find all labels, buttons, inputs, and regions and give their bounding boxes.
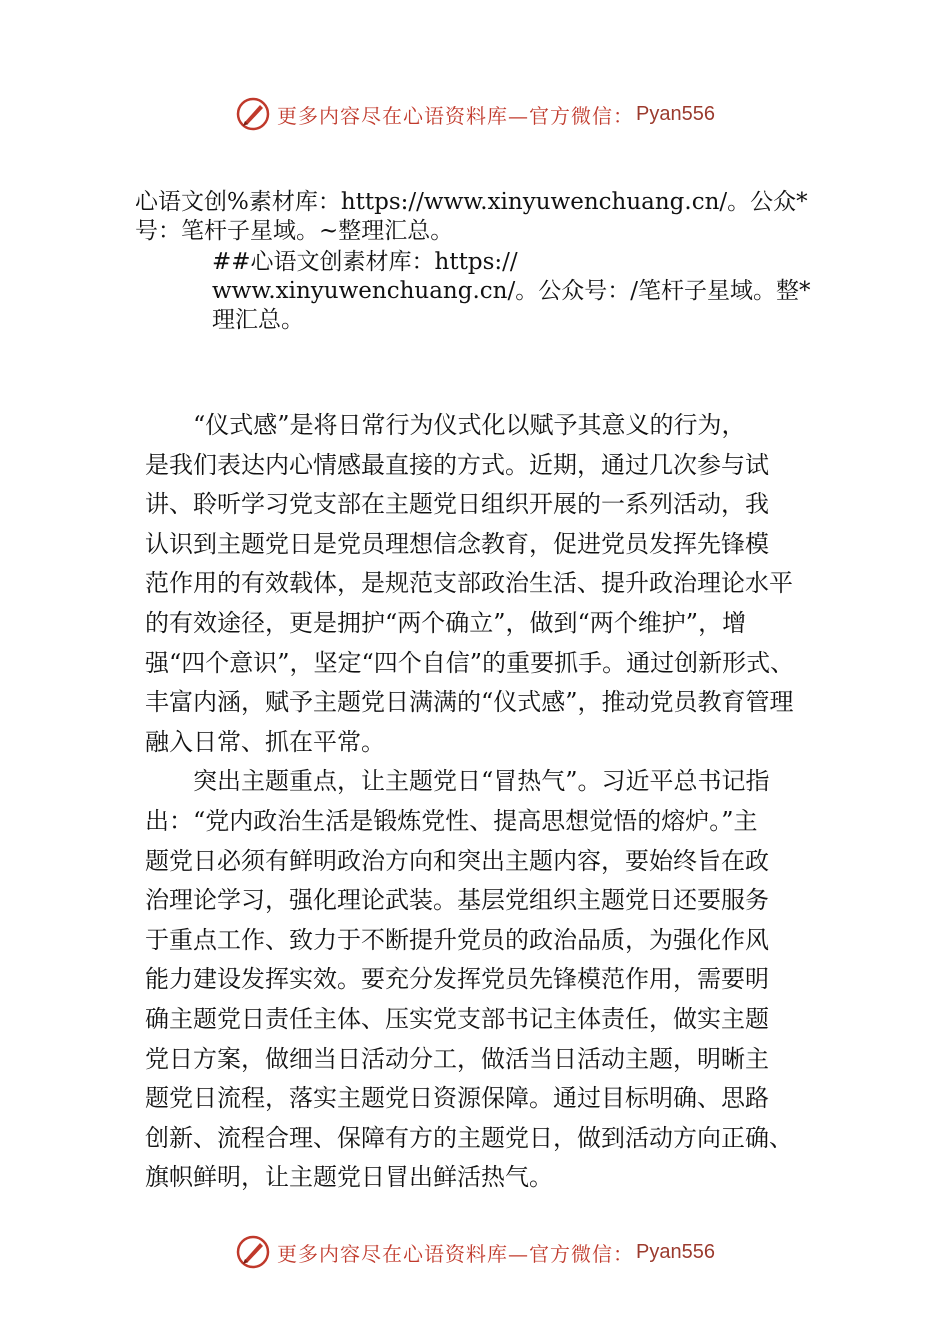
paragraph-2 <box>145 762 845 1198</box>
text-line: 于重点工作、致力于不断提升党员的政治品质，为强化作风 <box>145 925 769 954</box>
source-note-line: www.xinyuwenchuang.cn/。公众号：/笔杆子星域。整* <box>212 278 811 304</box>
text-line: 丰富内涵，赋予主题党日满满的“仪式感”，推动党员教育管理 <box>145 688 794 717</box>
text-line: 突出主题重点，让主题党日“冒热气”。习近平总书记指 <box>145 767 770 796</box>
banner-text: 更多内容尽在心语资料库—官方微信： <box>277 103 635 128</box>
text-line: 是我们表达内心情感最直接的方式。近期，通过几次参与试 <box>145 450 769 479</box>
text-line: “仪式感”是将日常行为仪式化以赋予其意义的行为， <box>145 411 746 439</box>
text-line: 治理论学习，强化理论武装。基层党组织主题党日还要服务 <box>145 886 769 915</box>
article-body <box>145 406 845 1198</box>
text-line: 讲、聆听学习党支部在主题党日组织开展的一系列活动，我 <box>145 490 769 519</box>
text-line: 认识到主题党日是党员理想信念教育，促进党员发挥先锋模 <box>145 529 769 558</box>
source-note-block-1 <box>135 188 835 246</box>
header-banner <box>0 92 950 136</box>
paragraph-1 <box>145 406 845 762</box>
pen-logo-icon <box>235 1234 271 1270</box>
banner-text: 更多内容尽在心语资料库—官方微信： <box>277 1241 635 1266</box>
banner-wechat-id: Pyan556 <box>636 102 715 125</box>
source-note-line: ##心语文创素材库：https:// <box>212 249 518 275</box>
text-line: 确主题党日责任主体、压实党支部书记主体责任，做实主题 <box>145 1004 769 1033</box>
text-line: 旗帜鲜明，让主题党日冒出鲜活热气。 <box>145 1163 553 1192</box>
source-note-line: 理汇总。 <box>212 307 304 333</box>
source-note-line: 心语文创%素材库：https://www.xinyuwenchuang.cn/。公众* <box>135 189 808 215</box>
text-line: 融入日常、抓在平常。 <box>145 727 385 756</box>
text-line: 强“四个意识”，坚定“四个自信”的重要抓手。通过创新形式、 <box>145 648 795 677</box>
pen-logo-icon <box>235 96 271 132</box>
footer-banner <box>0 1230 950 1274</box>
text-line: 能力建设发挥实效。要充分发挥党员先锋模范作用，需要明 <box>145 965 769 994</box>
source-note-line: 号：笔杆子星域。~整理汇总。 <box>135 218 454 244</box>
text-line: 出：“党内政治生活是锻炼党性、提高思想觉悟的熔炉。”主 <box>145 806 758 835</box>
text-line: 范作用的有效载体，是规范支部政治生活、提升政治理论水平 <box>145 569 793 598</box>
text-line: 题党日流程，落实主题党日资源保障。通过目标明确、思路 <box>145 1084 769 1113</box>
banner-wechat-id: Pyan556 <box>636 1240 715 1263</box>
text-line: 的有效途径，更是拥护“两个确立”，做到“两个维护”，增 <box>145 608 747 637</box>
text-line: 创新、流程合理、保障有方的主题党日，做到活动方向正确、 <box>145 1123 793 1152</box>
text-line: 党日方案，做细当日活动分工，做活当日活动主题，明晰主 <box>145 1044 769 1073</box>
source-note-block-2 <box>212 248 834 335</box>
text-line: 题党日必须有鲜明政治方向和突出主题内容，要始终旨在政 <box>145 846 769 875</box>
